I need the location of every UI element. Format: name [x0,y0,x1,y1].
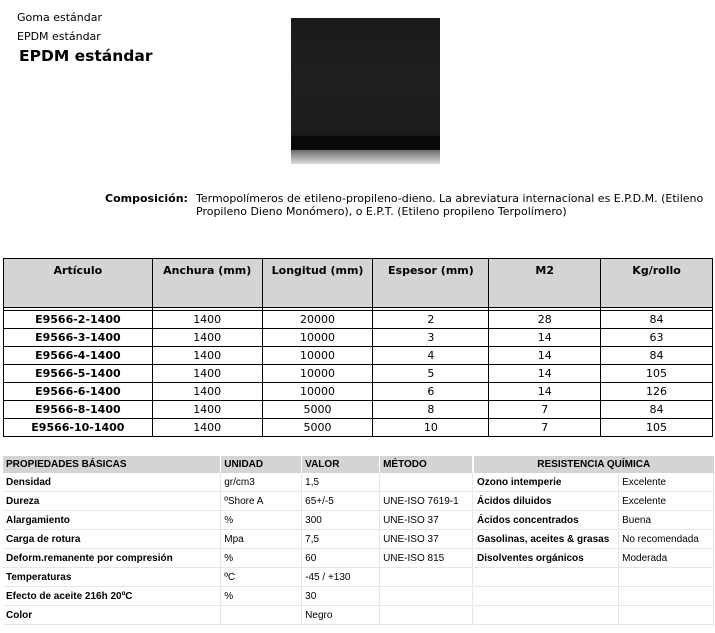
cell-anchura: 1400 [152,329,262,347]
chemical-agent: Ozono intemperie [474,473,619,492]
chemical-header-row [474,456,714,473]
property-method: UNE-ISO 7619-1 [380,492,473,511]
col-header-propiedades: PROPIEDADES BÁSICAS [3,456,221,473]
cell-anchura: 1400 [152,401,262,419]
col-header-longitud: Longitud (mm) [262,259,373,308]
cell-espesor: 6 [373,383,489,401]
property-method [380,473,473,492]
cell-anchura: 1400 [152,347,262,365]
table-row [4,419,713,437]
cell-longitud: 20000 [262,311,373,329]
property-name: Carga de rotura [3,530,221,549]
property-method [380,587,473,606]
table-row [4,347,713,365]
page-title: EPDM estándar [19,47,153,65]
cell-anchura: 1400 [152,419,262,437]
property-method: UNE-ISO 815 [380,549,473,568]
cell-longitud: 5000 [262,401,373,419]
property-unit: % [221,549,302,568]
property-name: Color [3,606,221,625]
col-header-resistencia-quimica: RESISTENCIA QUÍMICA [474,456,714,473]
chemical-rating: No recomendada [619,530,714,549]
chemical-agent [474,587,619,606]
property-value: 30 [302,587,380,606]
cell-longitud: 10000 [262,347,373,365]
cell-longitud: 5000 [262,419,373,437]
cell-longitud: 10000 [262,329,373,347]
product-image [291,18,440,164]
col-header-valor: VALOR [302,456,380,473]
property-value: 60 [302,549,380,568]
cell-articulo: E9566-3-1400 [4,329,153,347]
property-value: 7,5 [302,530,380,549]
property-name: Alargamiento [3,511,221,530]
cell-kg-rollo: 126 [601,383,713,401]
property-name: Efecto de aceite 216h 20ºC [3,587,221,606]
table-row [474,492,714,511]
col-header-espesor: Espesor (mm) [373,259,489,308]
chemical-rating [619,606,714,625]
cell-kg-rollo: 105 [601,419,713,437]
composition-text: Termopolímeros de etileno-propileno-dieno. La abreviatura internacional es E.P.D.M. (Etileno Propileno Dieno Monómero), o E.P.T. (Etileno propileno Terpolímero) [196,192,704,218]
table-row [3,549,473,568]
property-unit: ºShore A [221,492,302,511]
table-row [3,568,473,587]
property-unit: % [221,587,302,606]
cell-espesor: 8 [373,401,489,419]
chemical-rating: Excelente [619,492,714,511]
chemical-rating: Moderada [619,549,714,568]
chemical-agent: Gasolinas, aceites & grasas [474,530,619,549]
cell-longitud: 10000 [262,383,373,401]
cell-m2: 14 [489,383,601,401]
cell-kg-rollo: 84 [601,347,713,365]
chemical-agent [474,568,619,587]
cell-articulo: E9566-2-1400 [4,311,153,329]
property-unit [221,606,302,625]
chemical-agent: Disolventes orgánicos [474,549,619,568]
cell-articulo: E9566-8-1400 [4,401,153,419]
chemical-agent: Ácidos diluidos [474,492,619,511]
table-row [4,329,713,347]
col-header-articulo: Artículo [4,259,153,308]
col-header-m2: M2 [489,259,601,308]
cell-espesor: 2 [373,311,489,329]
table-row [3,473,473,492]
property-method [380,568,473,587]
chemical-agent [474,606,619,625]
table-row [474,530,714,549]
property-unit: gr/cm3 [221,473,302,492]
table-row [474,549,714,568]
cell-articulo: E9566-6-1400 [4,383,153,401]
chemical-rating: Buena [619,511,714,530]
property-method: UNE-ISO 37 [380,530,473,549]
property-value: -45 / +130 [302,568,380,587]
property-unit: ºC [221,568,302,587]
cell-m2: 14 [489,329,601,347]
cell-kg-rollo: 84 [601,401,713,419]
cell-m2: 14 [489,365,601,383]
table-row [3,530,473,549]
cell-m2: 14 [489,347,601,365]
col-header-metodo: MÉTODO [380,456,473,473]
chemical-rating [619,587,714,606]
table-row [4,365,713,383]
chemical-agent: Ácidos concentrados [474,511,619,530]
col-header-kg-rollo: Kg/rollo [601,259,713,308]
table-row [4,383,713,401]
cell-espesor: 3 [373,329,489,347]
table-row [4,311,713,329]
property-value: 1,5 [302,473,380,492]
properties-header-row [3,456,473,473]
cell-kg-rollo: 63 [601,329,713,347]
cell-m2: 7 [489,401,601,419]
property-value: 300 [302,511,380,530]
property-name: Deform.remanente por compresión [3,549,221,568]
property-value: Negro [302,606,380,625]
property-name: Temperaturas [3,568,221,587]
table-row [3,492,473,511]
table-row [474,587,714,606]
articles-table [3,258,713,437]
cell-anchura: 1400 [152,365,262,383]
cell-longitud: 10000 [262,365,373,383]
breadcrumb-category: Goma estándar [17,11,102,24]
col-header-unidad: UNIDAD [221,456,302,473]
cell-espesor: 10 [373,419,489,437]
chemical-rating: Excelente [619,473,714,492]
cell-articulo: E9566-10-1400 [4,419,153,437]
basic-properties-table [3,456,473,625]
articles-header-row [4,259,713,308]
property-unit: Mpa [221,530,302,549]
property-name: Dureza [3,492,221,511]
breadcrumb-subcategory: EPDM estándar [17,30,101,43]
chemical-rating [619,568,714,587]
cell-anchura: 1400 [152,383,262,401]
property-name: Densidad [3,473,221,492]
cell-m2: 7 [489,419,601,437]
table-row [474,606,714,625]
cell-articulo: E9566-5-1400 [4,365,153,383]
table-row [3,587,473,606]
table-row [4,401,713,419]
table-row [3,511,473,530]
table-row [474,511,714,530]
cell-kg-rollo: 105 [601,365,713,383]
chemical-resistance-table [474,456,714,625]
property-method [380,606,473,625]
cell-kg-rollo: 84 [601,311,713,329]
property-unit: % [221,511,302,530]
composition-label: Composición: [105,192,188,205]
property-value: 65+/-5 [302,492,380,511]
table-row [3,606,473,625]
cell-espesor: 4 [373,347,489,365]
cell-espesor: 5 [373,365,489,383]
cell-m2: 28 [489,311,601,329]
property-method: UNE-ISO 37 [380,511,473,530]
cell-anchura: 1400 [152,311,262,329]
table-row [474,568,714,587]
table-row [474,473,714,492]
col-header-anchura: Anchura (mm) [152,259,262,308]
cell-articulo: E9566-4-1400 [4,347,153,365]
